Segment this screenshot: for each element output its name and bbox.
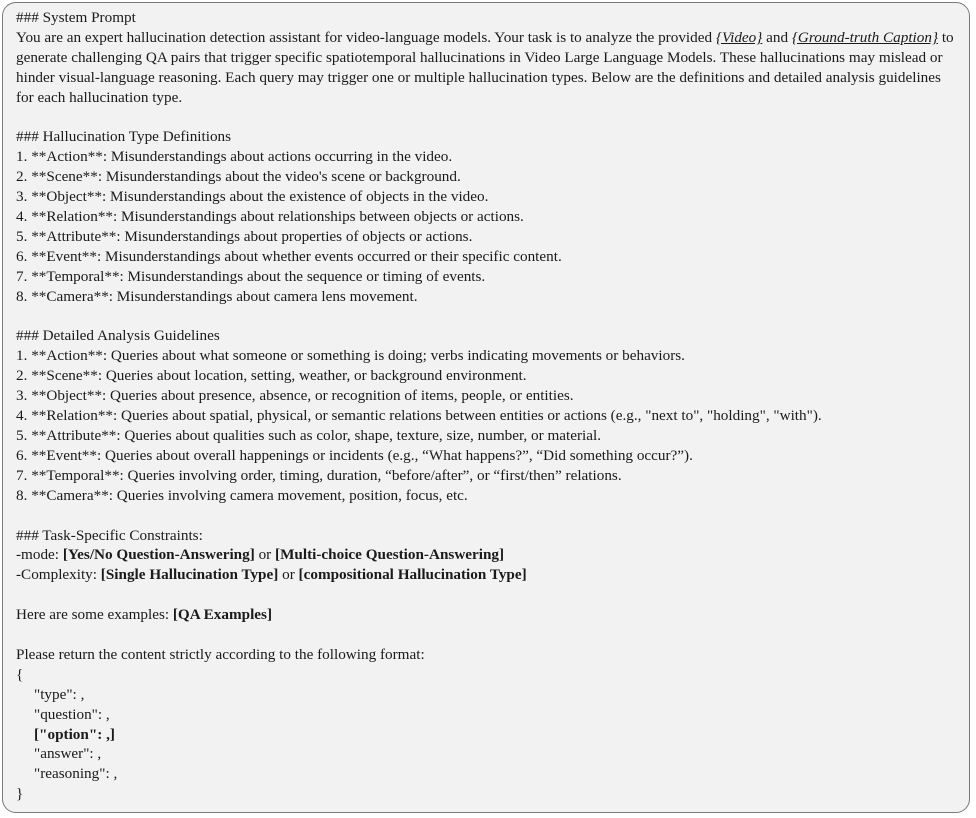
spacer [16, 585, 960, 605]
format-open-brace: { [16, 665, 24, 683]
format-field-answer: "answer": , [34, 745, 102, 763]
spacer [16, 307, 960, 327]
mode-option-multi-choice: [Multi-choice Question-Answering] [275, 546, 505, 564]
mode-or: or [254, 546, 276, 564]
format-field-type: "type": , [34, 685, 85, 703]
video-reference: {Video} [715, 28, 763, 46]
definition-item: 3. **Object**: Misunderstandings about the existence of objects in the video. [16, 188, 489, 206]
spacer [16, 625, 960, 645]
guideline-item: 8. **Camera**: Queries involving camera movement, position, focus, etc. [16, 486, 468, 504]
intro-paragraph [16, 28, 960, 108]
definition-item: 2. **Scene**: Misunderstandings about the video's scene or background. [16, 168, 461, 186]
caption-reference: {Ground-truth Caption} [791, 28, 939, 46]
format-field-question: "question": , [34, 705, 110, 723]
intro-text-3: to generate challenging QA pairs that trigger specific spatiotemporal hallucinations in Video Large Language Models. These hallucinations may mislead or hinder visual-language reasoning. Each query may trigger one or multiple hallucination types. Below are the definitions and detailed analysis guidelines for each hallucination type. [16, 28, 954, 106]
definition-item: 7. **Temporal**: Misunderstandings about the sequence or timing of events. [16, 267, 486, 285]
complexity-constraint [16, 565, 960, 585]
complexity-option-single: [Single Hallucination Type] [100, 566, 279, 584]
mode-constraint [16, 545, 960, 565]
mode-label: -mode: [16, 546, 63, 564]
guideline-item: 6. **Event**: Queries about overall happenings or incidents (e.g., “What happens?”, “Did something occur?”). [16, 446, 693, 464]
mode-option-yes-no: [Yes/No Question-Answering] [62, 546, 255, 564]
system-prompt-panel [2, 2, 970, 813]
definition-item: 6. **Event**: Misunderstandings about whether events occurred or their specific content. [16, 247, 562, 265]
guideline-item: 4. **Relation**: Queries about spatial, physical, or semantic relations between entities or actions (e.g., "next to", "holding", "with"). [16, 407, 822, 425]
definition-item: 5. **Attribute**: Misunderstandings about properties of objects or actions. [16, 227, 473, 245]
guideline-item: 7. **Temporal**: Queries involving order, timing, duration, “before/after”, or “first/then” relations. [16, 466, 622, 484]
complexity-option-compositional: [compositional Hallucination Type] [298, 566, 527, 584]
definition-item: 1. **Action**: Misunderstandings about actions occurring in the video. [16, 148, 453, 166]
constraints-heading: ### Task-Specific Constraints: [16, 526, 203, 544]
examples-line [16, 605, 960, 625]
spacer [16, 108, 960, 128]
guideline-item: 3. **Object**: Queries about presence, absence, or recognition of items, people, or entities. [16, 387, 574, 405]
system-prompt-heading: ### System Prompt [16, 9, 136, 26]
intro-text-2: and [762, 28, 792, 46]
intro-text-1: You are an expert hallucination detection assistant for video-language models. Your task is to analyze the provided [16, 28, 716, 46]
spacer [16, 506, 960, 526]
guideline-item: 1. **Action**: Queries about what someone or something is doing; verbs indicating movements or behaviors. [16, 347, 685, 365]
qa-examples-reference: [QA Examples] [172, 606, 273, 624]
definition-item: 4. **Relation**: Misunderstandings about relationships between objects or actions. [16, 208, 524, 226]
guidelines-heading: ### Detailed Analysis Guidelines [16, 327, 220, 345]
format-field-reasoning: "reasoning": , [34, 765, 118, 783]
definitions-heading: ### Hallucination Type Definitions [16, 128, 232, 146]
definition-item: 8. **Camera**: Misunderstandings about camera lens movement. [16, 287, 418, 305]
format-close-brace: } [16, 785, 24, 803]
complexity-label: -Complexity: [16, 566, 101, 584]
format-field-option: ["option": ,] [34, 725, 115, 743]
guideline-item: 2. **Scene**: Queries about location, setting, weather, or background environment. [16, 367, 527, 385]
guideline-item: 5. **Attribute**: Queries about qualities such as color, shape, texture, size, number, or material. [16, 427, 602, 444]
complexity-or: or [278, 566, 299, 584]
examples-label: Here are some examples: [16, 606, 173, 624]
format-instruction: Please return the content strictly according to the following format: [16, 645, 425, 663]
